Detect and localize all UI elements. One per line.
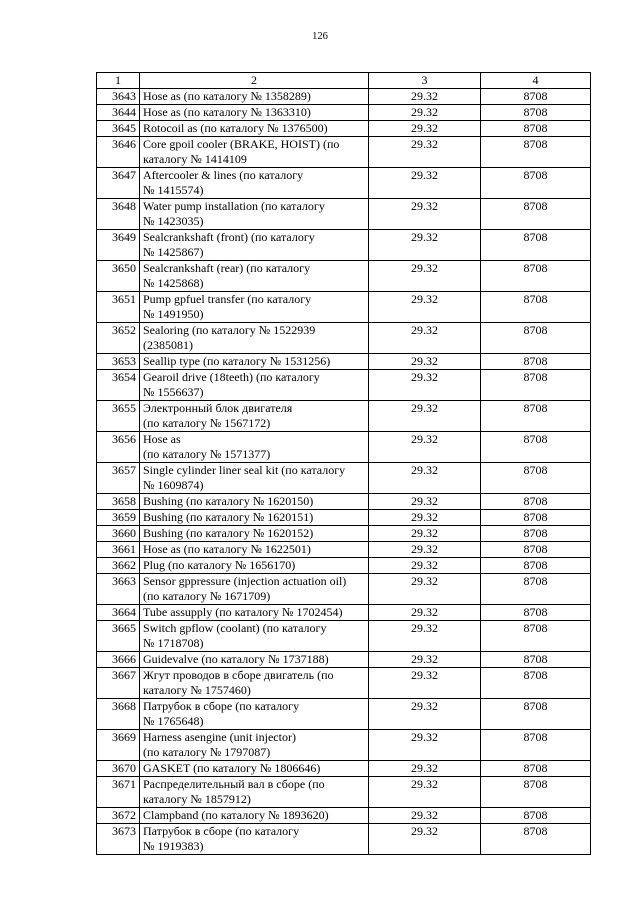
table-body [97,89,591,855]
code-2: 8708 [481,824,591,855]
code-2: 8708 [481,401,591,432]
row-number: 3670 [97,761,140,777]
item-description: Hose as (по каталогу № 1622501) [140,542,369,558]
code-1: 29.32 [369,494,481,510]
item-description: Sealcrankshaft (front) (по каталогу № 1425867) [140,230,369,261]
item-description: Распределительный вал в сборе (по каталогу № 1857912) [140,777,369,808]
code-1: 29.32 [369,230,481,261]
item-description: Жгут проводов в сборе двигатель (по каталогу № 1757460) [140,668,369,699]
table-row [97,230,591,261]
code-2: 8708 [481,292,591,323]
item-description: Sealcrankshaft (rear) (по каталогу № 1425868) [140,261,369,292]
table-row [97,494,591,510]
table-row [97,605,591,621]
row-number: 3664 [97,605,140,621]
item-description: Clampband (по каталогу № 1893620) [140,808,369,824]
row-number: 3645 [97,121,140,137]
item-description: Guidevalve (по каталогу № 1737188) [140,652,369,668]
code-2: 8708 [481,808,591,824]
table-row [97,199,591,230]
header-col-1: 1 [97,73,140,89]
code-2: 8708 [481,89,591,105]
code-1: 29.32 [369,137,481,168]
code-1: 29.32 [369,121,481,137]
code-1: 29.32 [369,777,481,808]
row-number: 3647 [97,168,140,199]
row-number: 3658 [97,494,140,510]
code-1: 29.32 [369,463,481,494]
parts-table [96,72,591,855]
item-description: Hose as (по каталогу № 1358289) [140,89,369,105]
table-row [97,558,591,574]
row-number: 3667 [97,668,140,699]
row-number: 3673 [97,824,140,855]
code-2: 8708 [481,558,591,574]
code-1: 29.32 [369,401,481,432]
row-number: 3663 [97,574,140,605]
row-number: 3657 [97,463,140,494]
code-2: 8708 [481,323,591,354]
item-description: Патрубок в сборе (по каталогу № 1919383) [140,824,369,855]
item-description: Sealoring (по каталогу № 1522939 (2385081) [140,323,369,354]
item-description: Core gpoil cooler (BRAKE, HOIST) (по каталогу № 1414109 [140,137,369,168]
row-number: 3660 [97,526,140,542]
table-row [97,292,591,323]
code-1: 29.32 [369,558,481,574]
code-2: 8708 [481,526,591,542]
code-2: 8708 [481,354,591,370]
code-2: 8708 [481,105,591,121]
table-row [97,510,591,526]
code-2: 8708 [481,463,591,494]
code-1: 29.32 [369,824,481,855]
table-row [97,621,591,652]
code-2: 8708 [481,699,591,730]
row-number: 3655 [97,401,140,432]
item-description: Hose as (по каталогу № 1363310) [140,105,369,121]
table-row [97,432,591,463]
item-description: GASKET (по каталогу № 1806646) [140,761,369,777]
table-row [97,168,591,199]
row-number: 3656 [97,432,140,463]
code-2: 8708 [481,777,591,808]
row-number: 3651 [97,292,140,323]
row-number: 3654 [97,370,140,401]
item-description: Switch gpflow (coolant) (по каталогу № 1718708) [140,621,369,652]
table-row [97,777,591,808]
code-1: 29.32 [369,699,481,730]
code-2: 8708 [481,494,591,510]
code-1: 29.32 [369,730,481,761]
code-1: 29.32 [369,621,481,652]
table-row [97,261,591,292]
table-row [97,808,591,824]
code-1: 29.32 [369,761,481,777]
row-number: 3650 [97,261,140,292]
item-description: Gearoil drive (18teeth) (по каталогу № 1556637) [140,370,369,401]
table-row [97,354,591,370]
row-number: 3671 [97,777,140,808]
code-1: 29.32 [369,354,481,370]
row-number: 3661 [97,542,140,558]
code-1: 29.32 [369,323,481,354]
table-row [97,463,591,494]
row-number: 3643 [97,89,140,105]
item-description: Tube assupply (по каталогу № 1702454) [140,605,369,621]
item-description: Plug (по каталогу № 1656170) [140,558,369,574]
code-1: 29.32 [369,292,481,323]
code-2: 8708 [481,542,591,558]
table-row [97,668,591,699]
code-1: 29.32 [369,526,481,542]
code-1: 29.32 [369,168,481,199]
row-number: 3646 [97,137,140,168]
item-description: Harness asengine (unit injector) (по каталогу № 1797087) [140,730,369,761]
row-number: 3665 [97,621,140,652]
code-1: 29.32 [369,89,481,105]
item-description: Single cylinder liner seal kit (по каталогу № 1609874) [140,463,369,494]
code-1: 29.32 [369,808,481,824]
code-2: 8708 [481,605,591,621]
code-2: 8708 [481,370,591,401]
item-description: Water pump installation (по каталогу № 1423035) [140,199,369,230]
table-row [97,574,591,605]
row-number: 3662 [97,558,140,574]
table-row [97,699,591,730]
item-description: Bushing (по каталогу № 1620151) [140,510,369,526]
code-1: 29.32 [369,574,481,605]
item-description: Патрубок в сборе (по каталогу № 1765648) [140,699,369,730]
row-number: 3648 [97,199,140,230]
table-row [97,730,591,761]
table-row [97,105,591,121]
row-number: 3649 [97,230,140,261]
table-row [97,323,591,354]
code-2: 8708 [481,652,591,668]
code-2: 8708 [481,261,591,292]
code-2: 8708 [481,168,591,199]
table-row [97,526,591,542]
code-2: 8708 [481,761,591,777]
row-number: 3666 [97,652,140,668]
table-header-row [97,73,591,89]
table-row [97,370,591,401]
table-row [97,89,591,105]
item-description: Bushing (по каталогу № 1620152) [140,526,369,542]
row-number: 3652 [97,323,140,354]
header-col-4: 4 [481,73,591,89]
code-1: 29.32 [369,652,481,668]
table-row [97,652,591,668]
code-2: 8708 [481,668,591,699]
header-col-2: 2 [140,73,369,89]
item-description: Pump gpfuel transfer (по каталогу № 1491950) [140,292,369,323]
item-description: Seallip type (по каталогу № 1531256) [140,354,369,370]
table-row [97,137,591,168]
code-1: 29.32 [369,542,481,558]
code-1: 29.32 [369,605,481,621]
code-2: 8708 [481,230,591,261]
code-2: 8708 [481,432,591,463]
item-description: Rotocoil as (по каталогу № 1376500) [140,121,369,137]
row-number: 3659 [97,510,140,526]
row-number: 3668 [97,699,140,730]
code-1: 29.32 [369,105,481,121]
code-2: 8708 [481,574,591,605]
table-row [97,761,591,777]
code-2: 8708 [481,621,591,652]
table-row [97,824,591,855]
header-col-3: 3 [369,73,481,89]
code-1: 29.32 [369,370,481,401]
code-1: 29.32 [369,199,481,230]
item-description: Электронный блок двигателя (по каталогу № 1567172) [140,401,369,432]
item-description: Aftercooler & lines (по каталогу № 1415574) [140,168,369,199]
code-2: 8708 [481,137,591,168]
row-number: 3672 [97,808,140,824]
row-number: 3644 [97,105,140,121]
code-2: 8708 [481,199,591,230]
code-1: 29.32 [369,432,481,463]
code-1: 29.32 [369,510,481,526]
item-description: Sensor gppressure (injection actuation oil) (по каталогу № 1671709) [140,574,369,605]
code-2: 8708 [481,121,591,137]
page-number: 126 [312,31,328,42]
table-row [97,401,591,432]
row-number: 3669 [97,730,140,761]
row-number: 3653 [97,354,140,370]
table-row [97,121,591,137]
item-description: Bushing (по каталогу № 1620150) [140,494,369,510]
code-2: 8708 [481,730,591,761]
code-1: 29.32 [369,261,481,292]
code-1: 29.32 [369,668,481,699]
table-row [97,542,591,558]
item-description: Hose as (по каталогу № 1571377) [140,432,369,463]
code-2: 8708 [481,510,591,526]
